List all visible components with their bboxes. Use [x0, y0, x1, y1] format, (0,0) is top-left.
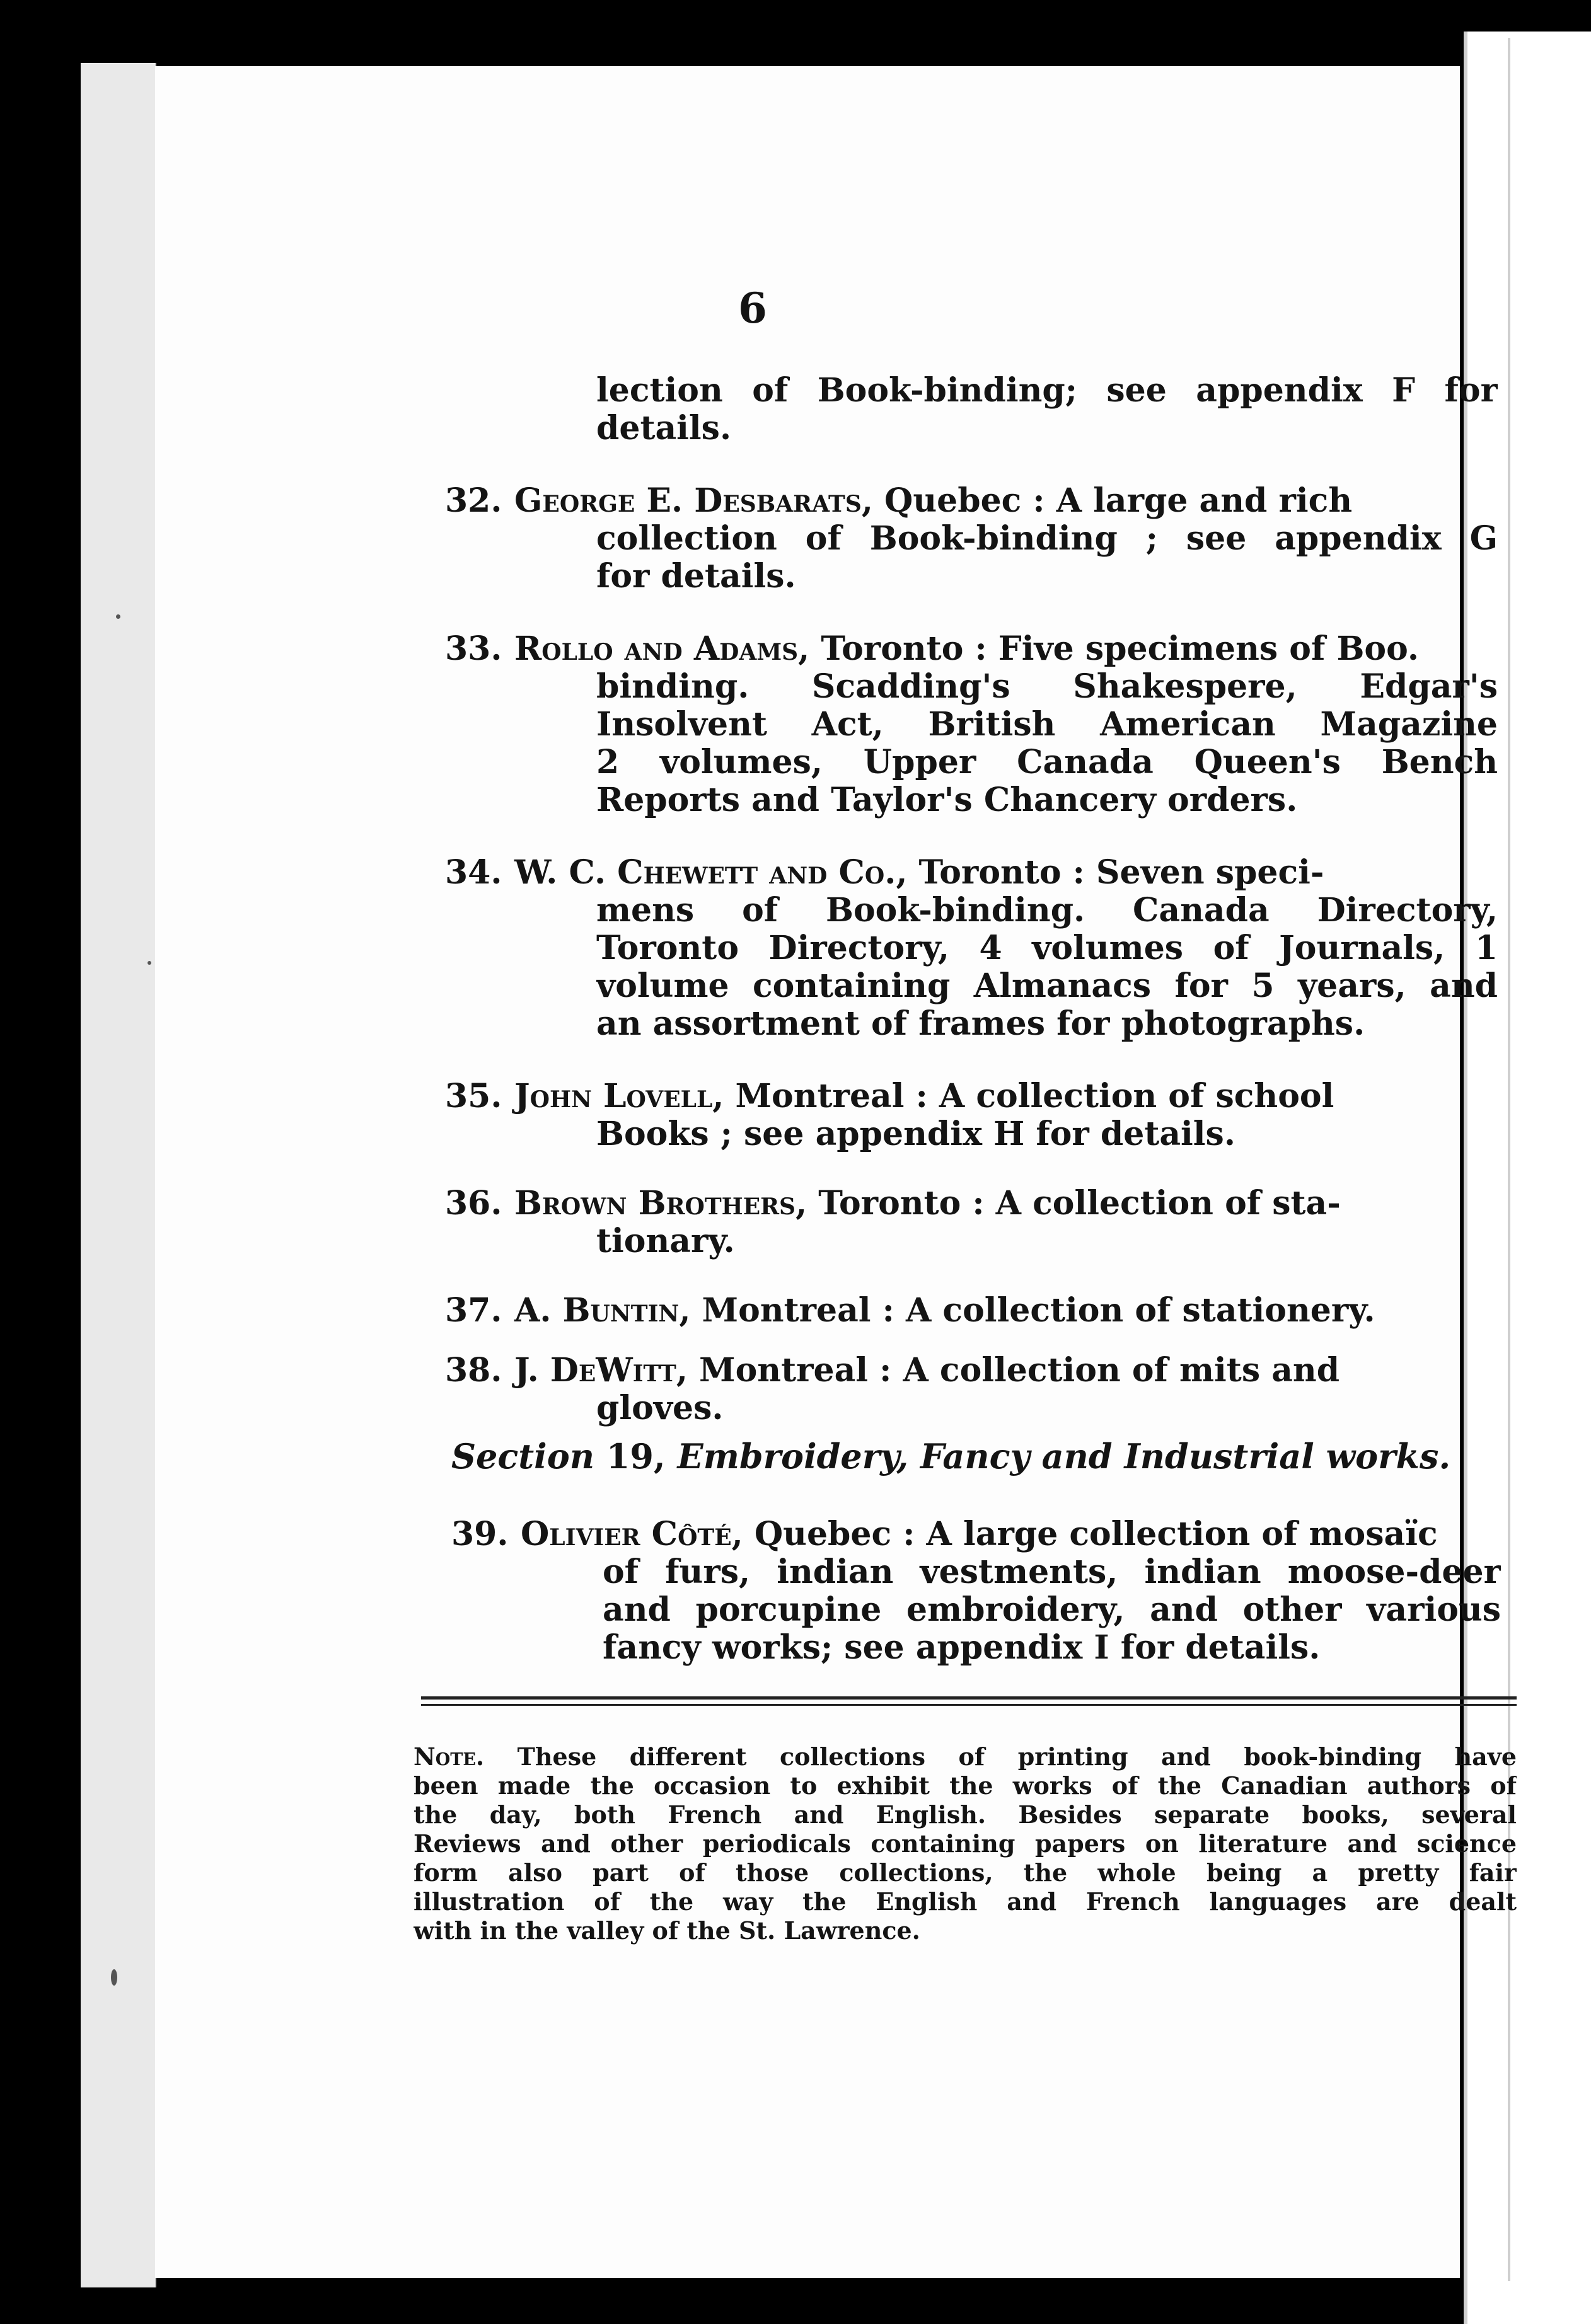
entry-line: and porcupine embroidery, and other various [603, 1591, 1501, 1629]
entry-line: Books ; see appendix H for details. [596, 1115, 1235, 1153]
continuation-line-2: details. [596, 409, 732, 447]
entry-number: 32. [445, 481, 502, 520]
exhibitor-name: Olivier Côté [521, 1515, 732, 1553]
entry-line: for details. [596, 557, 796, 595]
section-number: 19, [606, 1436, 666, 1476]
footnote-rule-lower [421, 1704, 1517, 1706]
exhibitor-name: Brown Brothers [514, 1184, 796, 1222]
entry-first-line [514, 630, 1498, 668]
entry-line: fancy works; see appendix I for details. [603, 1628, 1321, 1667]
exhibitor-name: John Lovell [514, 1077, 713, 1115]
note-label: Note. [414, 1742, 485, 1771]
entry-line: an assortment of frames for photographs. [596, 1004, 1365, 1043]
entry-text: , Quebec : A large collection of mosaïc [731, 1515, 1438, 1553]
entry-line: Insolvent Act, British American Magazine [596, 706, 1498, 744]
entry-text: , Montreal : A collection of stationery. [679, 1291, 1375, 1330]
entry-first-line [521, 1516, 1504, 1553]
scan-speck [116, 614, 120, 619]
entry-line: gloves. [596, 1389, 724, 1427]
section-label: Section [451, 1436, 594, 1476]
entry-line: binding. Scadding's Shakespere, Edgar's [596, 668, 1498, 706]
entry-first-line [514, 1078, 1498, 1115]
entry-line: mens of Book-binding. Canada Directory, [596, 892, 1498, 929]
entry-text: , Toronto : Seven speci- [896, 853, 1324, 892]
entry-number: 37. [445, 1291, 502, 1330]
entry-line: collection of Book-binding ; see appendix G [596, 520, 1498, 558]
entry-first-line [514, 1352, 1498, 1389]
note-line: with in the valley of the St. Lawrence. [414, 1916, 920, 1945]
entry-number: 34. [445, 853, 502, 892]
note-line: been made the occasion to exhibit the works of the Canadian authors of [414, 1771, 1517, 1800]
entry-text: , Montreal : A collection of school [712, 1077, 1334, 1115]
entry-line: of furs, indian vestments, indian moose-deer [603, 1553, 1501, 1591]
scan-speck [148, 961, 151, 965]
entry-first-line [514, 1185, 1498, 1222]
scan-speck [111, 1969, 117, 1986]
entry-text: , Toronto : A collection of sta- [796, 1184, 1341, 1222]
exhibitor-name: A. Buntin [514, 1291, 680, 1330]
left-page-margin [81, 63, 156, 2287]
entry-text: , Toronto : Five specimens of Boo. [798, 630, 1419, 668]
entry-line: tionary. [596, 1222, 735, 1260]
exhibitor-name: W. C. Chewett and Co. [514, 853, 896, 892]
exhibitor-name: Rollo and Adams [514, 630, 799, 668]
note-text: These different collections of printing and book-binding have [517, 1742, 1517, 1771]
exhibitor-name: George E. Desbarats [514, 481, 862, 520]
entry-number: 35. [445, 1077, 502, 1115]
entry-first-line [514, 854, 1498, 892]
note-line [414, 1742, 1517, 1771]
entry-number: 33. [445, 630, 502, 668]
section-title: Embroidery, Fancy and Industrial works. [677, 1436, 1451, 1476]
note-line: Reviews and other periodicals containing papers on literature and science [414, 1829, 1517, 1858]
entry-number: 38. [445, 1351, 502, 1389]
page-number: 6 [738, 284, 767, 333]
exhibitor-name: J. DeWitt [514, 1351, 676, 1389]
entry-line: volume containing Almanacs for 5 years, and [596, 967, 1498, 1005]
note-line: illustration of the way the English and French languages are dealt [414, 1887, 1517, 1916]
entry-text: , Quebec : A large and rich [861, 481, 1353, 520]
entry-text: , Montreal : A collection of mits and [676, 1351, 1340, 1389]
entry-line: Toronto Directory, 4 volumes of Journals, 1 [596, 929, 1498, 967]
entry-line: 2 volumes, Upper Canada Queen's Bench [596, 744, 1498, 781]
continuation-line-1: lection of Book-binding; see appendix F for [596, 372, 1498, 410]
footnote-rule-upper [421, 1696, 1517, 1700]
entry-number: 39. [451, 1515, 509, 1553]
entry-first-line [514, 1292, 1498, 1330]
entry-line: Reports and Taylor's Chancery orders. [596, 781, 1298, 819]
note-line: form also part of those collections, the whole being a pretty fair [414, 1858, 1517, 1887]
note-line: the day, both French and English. Besides separate books, several [414, 1800, 1517, 1829]
entry-first-line [514, 482, 1498, 520]
entry-number: 36. [445, 1184, 502, 1222]
section-heading [451, 1437, 1523, 1476]
book-page [155, 66, 1517, 2278]
